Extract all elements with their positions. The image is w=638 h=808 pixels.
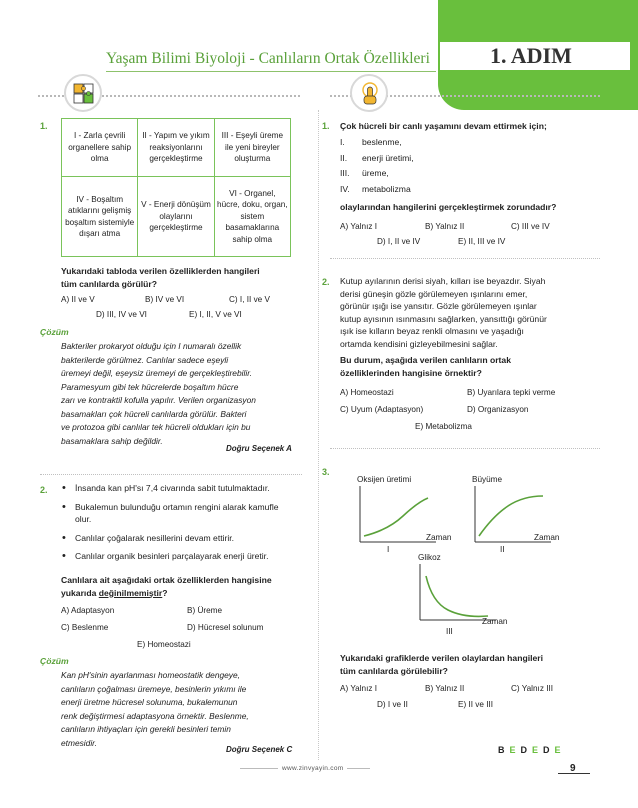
- solution-line: renk değiştirmesi adaptasyona örnektir. Beslenme,: [61, 710, 249, 721]
- question-number: 3.: [322, 467, 330, 477]
- question-fragment: yukarıda: [61, 587, 99, 598]
- passage-line: Kutup ayılarının derisi siyah, kılları ise beyazdır. Siyah: [340, 276, 546, 286]
- solution-line: canlıların ihtiyaçları için gerekli besinleri temin: [61, 724, 231, 734]
- option-d[interactable]: D) Hücresel solunum: [187, 623, 264, 632]
- solution-text: [61, 669, 249, 750]
- table-row: [62, 177, 291, 257]
- question-separator: [40, 474, 302, 475]
- graph-xlabel: Zaman: [482, 617, 508, 626]
- table-cell: VI - Organel, hücre, doku, organ, sistem basamaklarına sahip olma: [214, 177, 290, 257]
- answer-key-code: [498, 745, 561, 755]
- option-d[interactable]: D) III, IV ve VI: [96, 310, 147, 319]
- option-a[interactable]: A) Homeostazi: [340, 388, 394, 397]
- property-table: [61, 118, 291, 257]
- question-line: özelliklerinden hangisine örnektir?: [340, 367, 482, 378]
- option-b[interactable]: B) IV ve VI: [145, 295, 185, 304]
- question-number: 2.: [322, 277, 330, 287]
- passage-line: kutup ayısının ısınmasını sağlarken, yansıttığı görünür: [340, 313, 547, 324]
- solution-line: zarı ve kontraktil kofulla yapılır. Verilen organizasyon: [61, 395, 256, 405]
- solution-line: üremeyi değil, eşeysiz üremeyi de gerçekleştirebilir.: [61, 368, 252, 378]
- graph-xlabel: Zaman: [534, 533, 560, 542]
- list-item: [340, 182, 414, 198]
- item-text: enerji üretimi,: [362, 152, 414, 163]
- question-separator: [330, 448, 600, 449]
- passage-line: görünür ışığı ise yansıtır. Gözle görülemeyen ışınlar: [340, 301, 537, 311]
- correct-answer: Doğru Seçenek C: [226, 745, 293, 754]
- page-title: Yaşam Bilimi Biyoloji - Canlıların Ortak Özellikleri: [106, 50, 430, 67]
- item-numeral: II.: [340, 152, 348, 163]
- table-row: [62, 119, 291, 177]
- option-b[interactable]: B) Üreme: [187, 606, 223, 615]
- solution-heading: Çözüm: [40, 656, 69, 666]
- publisher-url[interactable]: www.zinvyayin.com: [278, 765, 347, 772]
- solution-text: [61, 340, 256, 448]
- graph-ylabel: Oksijen üretimi: [357, 475, 412, 484]
- option-e[interactable]: E) II, III ve IV: [458, 237, 506, 246]
- solution-line: etmesidir.: [61, 737, 97, 748]
- code-letter: E: [509, 745, 516, 755]
- code-letter: E: [554, 745, 561, 755]
- solution-line: ve protozoa gibi canlılar tek hücreli oldukları için bu: [61, 422, 251, 432]
- option-e[interactable]: E) I, II, V ve VI: [189, 310, 242, 319]
- solution-line: basamakları çok hücreli canlılarda görülür. Bakteri: [61, 408, 247, 419]
- option-a[interactable]: A) Yalnız I: [340, 222, 378, 231]
- question-line: [61, 587, 272, 600]
- item-numeral: I.: [340, 137, 345, 147]
- question-text: [61, 265, 260, 290]
- item-numeral: IV.: [340, 183, 350, 194]
- option-e[interactable]: E) II ve III: [458, 700, 494, 709]
- touch-icon: [350, 74, 388, 112]
- puzzle-icon: [64, 74, 102, 112]
- question-line: Yukarıdaki grafiklerde verilen olaylardan hangileri: [340, 653, 543, 663]
- table-cell: I - Zarla çevrili organellere sahip olma: [62, 119, 138, 177]
- solution-line: enerji üretme hücresel solunuma, bukalemunun: [61, 697, 238, 707]
- column-divider: [318, 110, 319, 760]
- option-b[interactable]: B) Yalnız II: [425, 684, 465, 693]
- list-item: • Canlılar organik besinleri parçalayarak enerji üretir.: [61, 550, 296, 563]
- graph-xlabel: Zaman: [426, 533, 452, 542]
- question-fragment: ?: [162, 587, 168, 598]
- item-text: metabolizma: [362, 183, 411, 194]
- underlined-word: değinilmemiştir: [98, 587, 163, 598]
- code-letter: B: [498, 745, 505, 755]
- page-number-underline: [558, 773, 590, 774]
- question-line: Canlılara ait aşağıdaki ortak özelliklerden hangisine: [61, 575, 272, 585]
- passage-line: ortamda kendisini gizleyebilmesini sağlar.: [340, 338, 498, 349]
- question-text: olaylarından hangilerini gerçekleştirmek zorundadır?: [340, 202, 557, 212]
- step-label: 1. ADIM: [440, 42, 630, 70]
- graph-numeral: III: [446, 627, 453, 636]
- option-c[interactable]: C) Yalnız III: [511, 684, 554, 693]
- question-line: tüm canlılarda görülür?: [61, 278, 157, 289]
- solution-line: bakterilerde görülmez. Canlılar sadece eşeyli: [61, 354, 229, 365]
- roman-list: [340, 135, 414, 197]
- option-c[interactable]: C) III ve IV: [511, 222, 550, 231]
- list-item: [340, 135, 414, 151]
- code-letter: D: [543, 745, 550, 755]
- option-c[interactable]: C) Uyum (Adaptasyon): [340, 405, 424, 414]
- item-text: beslenme,: [362, 137, 402, 147]
- passage-line: ışık ise kılların beyaz renkli olmasını ve yaşadığı: [340, 326, 524, 336]
- option-b[interactable]: B) Uyarılara tepki verme: [467, 388, 556, 397]
- graph-numeral: I: [387, 545, 390, 554]
- option-c[interactable]: C) I, II ve V: [229, 295, 270, 304]
- question-number: 1.: [322, 121, 330, 131]
- question-text: [340, 354, 511, 379]
- table-cell: V - Enerji dönüşüm olaylarını gerçekleştirme: [138, 177, 214, 257]
- option-d[interactable]: D) I ve II: [377, 700, 408, 709]
- question-number: 2.: [40, 485, 48, 495]
- question-text: [340, 652, 543, 677]
- question-line: tüm canlılarda görülebilir?: [340, 665, 448, 676]
- correct-answer: Doğru Seçenek A: [226, 444, 292, 453]
- code-letter: E: [532, 745, 539, 755]
- question-line: Yukarıdaki tabloda verilen özelliklerden hangileri: [61, 266, 260, 276]
- passage-line: derisi güneşin gözle görülemeyen ışınlarını emer,: [340, 288, 528, 299]
- page-number: 9: [570, 763, 576, 774]
- table-cell: IV - Boşaltım atıklarını gelişmiş boşaltım sistemiyle dışarı atma: [62, 177, 138, 257]
- list-item: [340, 166, 414, 182]
- list-item: • Canlılar çoğalarak nesillerini devam ettirir.: [61, 532, 296, 545]
- question-number: 1.: [40, 121, 48, 131]
- table-cell: II - Yapım ve yıkım reaksiyonlarını gerçekleştirme: [138, 119, 214, 177]
- option-c[interactable]: C) Beslenme: [61, 623, 109, 632]
- solution-line: canlıların çoğalması üremeye, besinlerin yıkımı ile: [61, 683, 247, 694]
- solution-line: Bakteriler prokaryot olduğu için I numaralı özellik: [61, 341, 242, 351]
- question-line: Bu durum, aşağıda verilen canlıların ortak: [340, 355, 511, 365]
- graph-glucose: [418, 564, 498, 622]
- fact-list: [61, 482, 296, 569]
- option-e[interactable]: E) Homeostazi: [137, 640, 191, 649]
- item-numeral: III.: [340, 168, 350, 178]
- table-cell: III - Eşeyli üreme ile yeni bireyler oluşturma: [214, 119, 290, 177]
- list-item: • İnsanda kan pH'sı 7,4 civarında sabit tutulmaktadır.: [61, 482, 296, 495]
- graph-ylabel: Glikoz: [418, 553, 441, 562]
- option-a[interactable]: A) Adaptasyon: [61, 606, 115, 615]
- option-d[interactable]: D) Organizasyon: [467, 405, 529, 414]
- graph-numeral: II: [500, 545, 505, 554]
- solution-line: Kan pH'sinin ayarlanması homeostatik dengeye,: [61, 670, 240, 680]
- item-text: üreme,: [362, 168, 389, 178]
- list-item: • Bukalemun bulunduğu ortamın rengini alarak kamufle olur.: [61, 501, 296, 526]
- question-text: [61, 574, 272, 599]
- title-underline: [106, 71, 436, 72]
- option-b[interactable]: B) Yalnız II: [425, 222, 465, 231]
- option-a[interactable]: A) II ve V: [61, 295, 95, 304]
- option-e[interactable]: E) Metabolizma: [415, 422, 472, 431]
- list-item: [340, 151, 414, 167]
- solution-heading: Çözüm: [40, 327, 69, 337]
- option-a[interactable]: A) Yalnız I: [340, 684, 378, 693]
- graph-ylabel: Büyüme: [472, 475, 503, 484]
- solution-line: basamaklara sahip değildir.: [61, 435, 163, 446]
- option-d[interactable]: D) I, II ve IV: [377, 237, 421, 246]
- passage-text: [340, 275, 547, 350]
- code-letter: D: [520, 745, 528, 755]
- solution-line: Paramesyum gibi tek hücrelerde boşaltım hücre: [61, 381, 239, 392]
- question-text: Çok hücreli bir canlı yaşamını devam ettirmek için;: [340, 121, 547, 131]
- question-separator: [330, 258, 600, 259]
